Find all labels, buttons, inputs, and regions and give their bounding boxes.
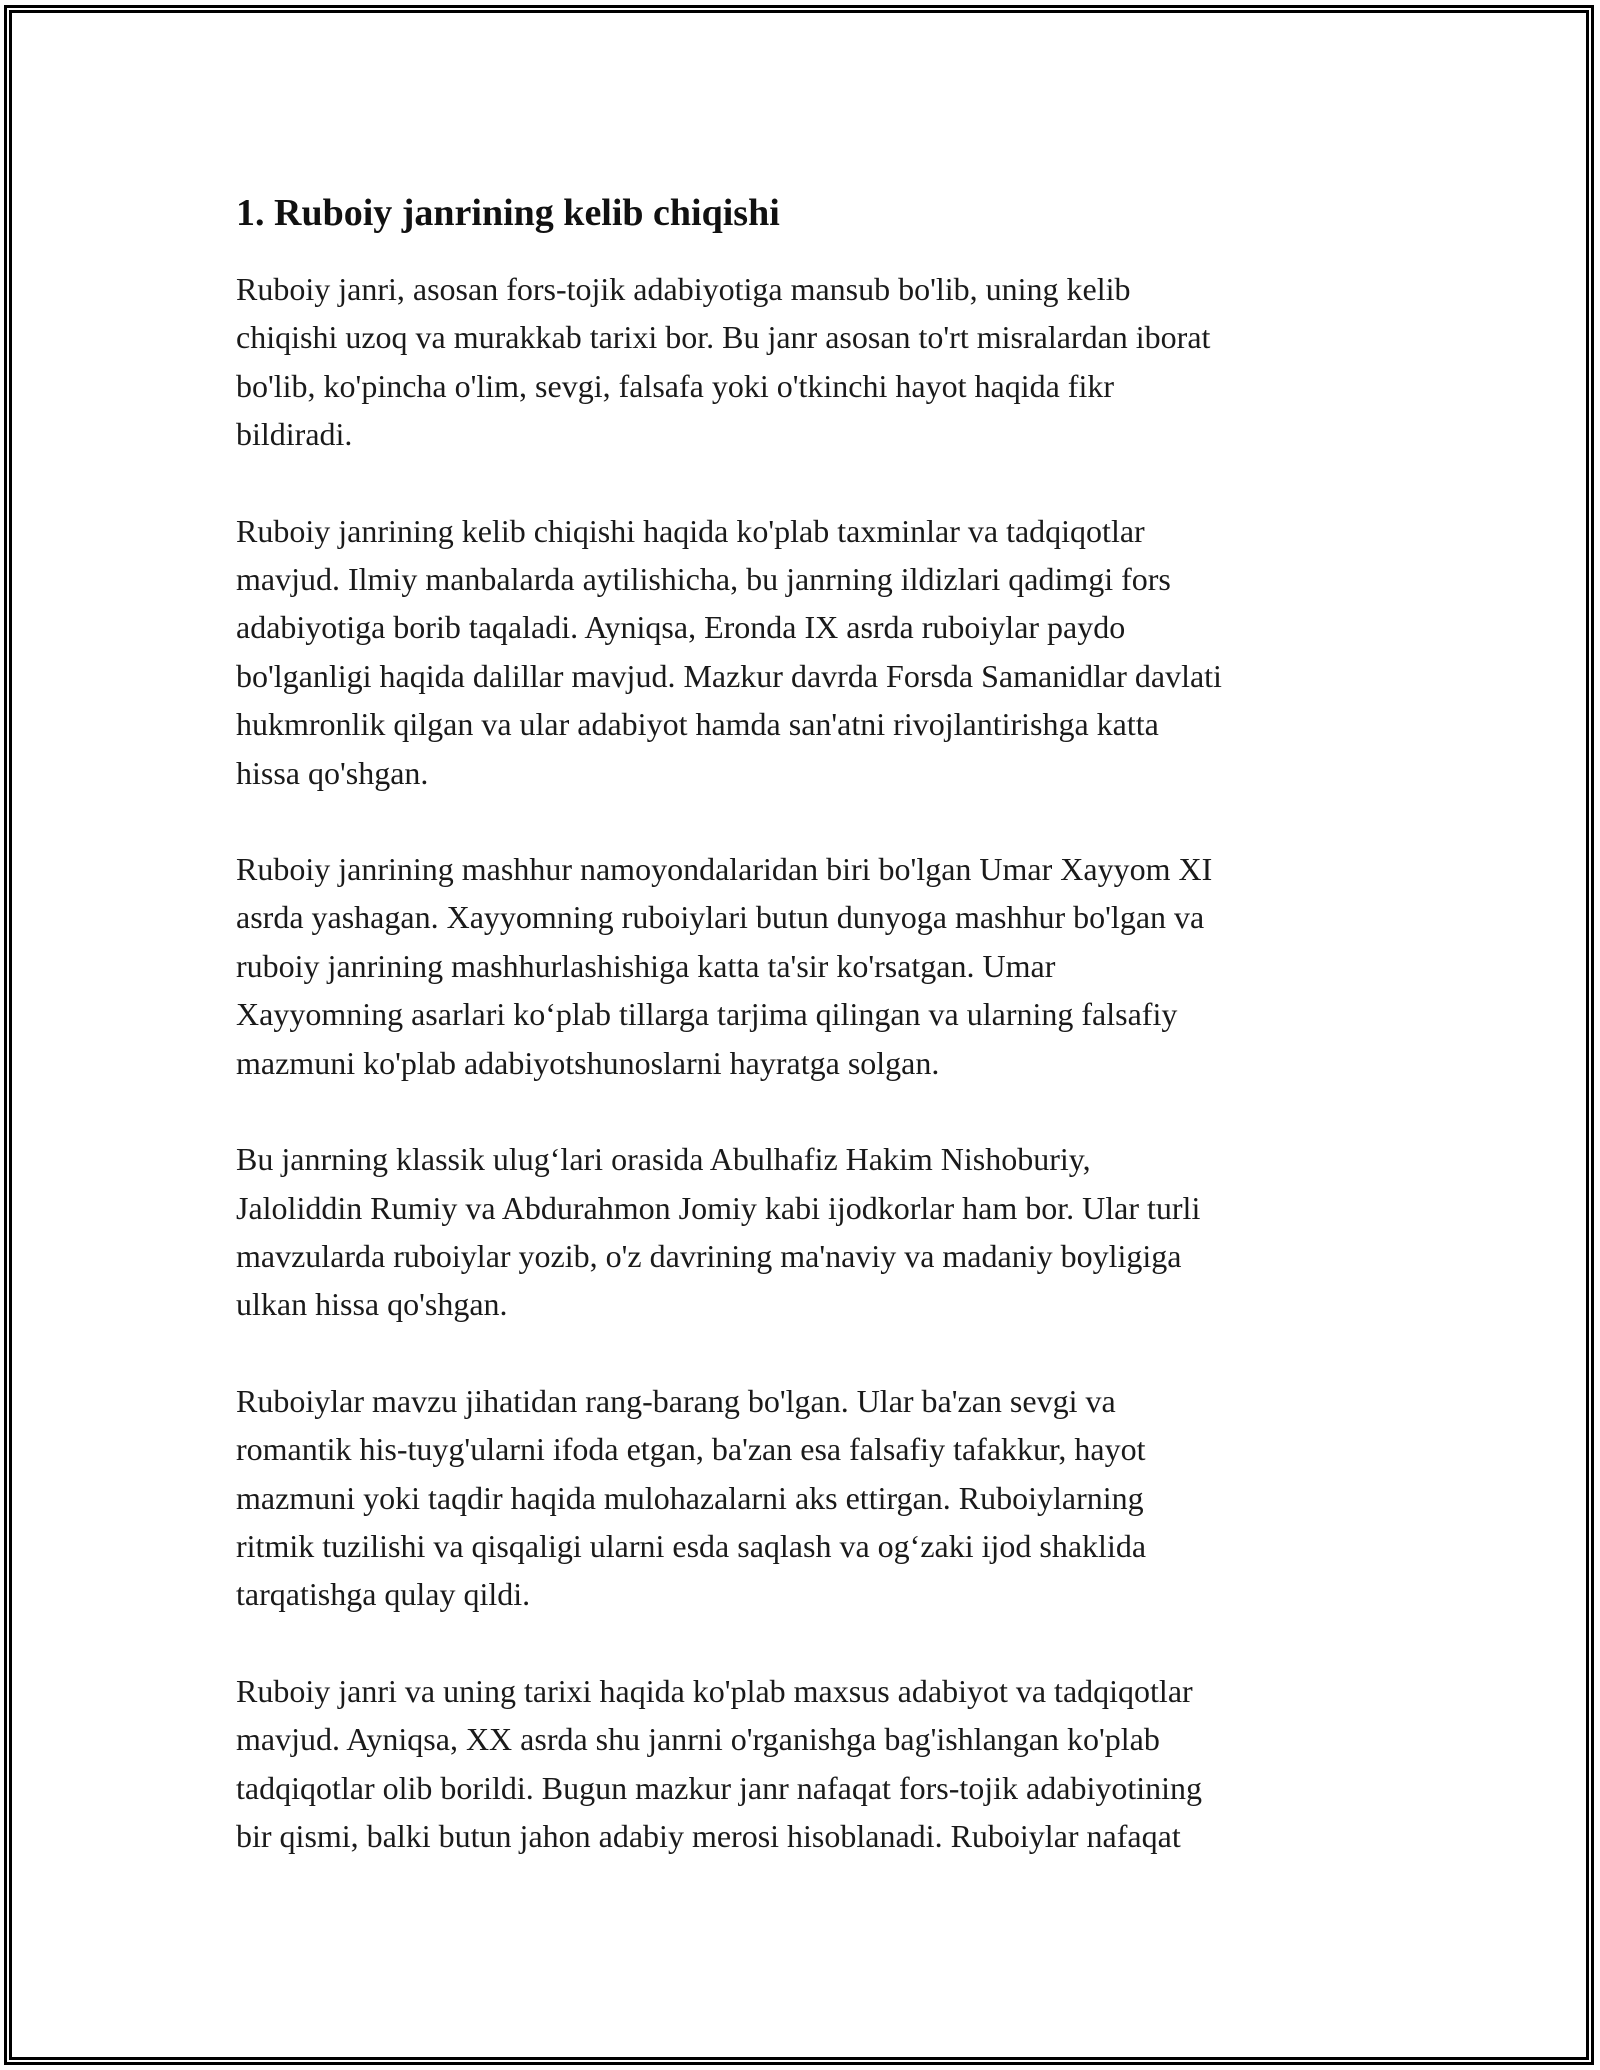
paragraph-4: Bu janrning klassik ulug‘lari orasida Abulhafiz Hakim Nishoburiy, Jaloliddin Rumiy va Abdurahmon Jomiy kabi ijodkorlar ham bor. Ular turli mavzularda ruboiylar yozib, o'z davrining ma'naviy va madaniy boyligiga ulkan hissa qo'shgan. xyxy=(236,1141,1201,1323)
paragraph-6: Ruboiy janri va uning tarixi haqida ko'plab maxsus adabiyot va tadqiqotlar mavjud. Ayniqsa, XX asrda shu janrni o'rganishga bag'ishlangan ko'plab tadqiqotlar olib borildi. Bugun mazkur janr nafaqat fors-tojik adabiyotining bir qismi, balki butun jahon adabiy merosi hisoblanadi. Ruboiylar nafaqat xyxy=(236,1672,1202,1854)
document-body xyxy=(236,183,1366,1908)
paragraph-5: Ruboiylar mavzu jihatidan rang-barang bo'lgan. Ular ba'zan sevgi va romantik his-tuyg'ularni ifoda etgan, ba'zan esa falsafiy tafakkur, hayot mazmuni yoki taqdir haqida mulohazalarni aks ettirgan. Ruboiylarning ritmik tuzilishi va qisqaligi ularni esda saqlash va og‘zaki ijod shaklida tarqatishga qulay qildi. xyxy=(236,1382,1147,1613)
paragraph-3: Ruboiy janrining mashhur namoyondalaridan biri bo'lgan Umar Xayyom XI asrda yashagan. Xayyomning ruboiylari butun dunyoga mashhur bo'lgan va ruboiy janrining mashhurlashishiga katta ta'sir ko'rsatgan. Umar Xayyomning asarlari ko‘plab tillarga tarjima qilingan va ularning falsafiy mazmuni ko'plab adabiyotshunoslarni hayratga solgan. xyxy=(236,851,1213,1081)
section-heading: 1. Ruboiy janrining kelib chiqishi xyxy=(236,192,780,234)
paragraph-1: Ruboiy janri, asosan fors-tojik adabiyotiga mansub bo'lib, uning kelib chiqishi uzoq va murakkab tarixi bor. Bu janr asosan to'rt misralardan iborat bo'lib, ko'pincha o'lim, sevgi, falsafa yoki o'tkinchi hayot haqida fikr bildiradi. xyxy=(236,271,1211,453)
paragraph-2: Ruboiy janrining kelib chiqishi haqida ko'plab taxminlar va tadqiqotlar mavjud. Ilmiy manbalarda aytilishicha, bu janrning ildizlari qadimgi fors adabiyotiga borib taqaladi. Ayniqsa, Eronda IX asrda ruboiylar paydo bo'lganligi haqida dalillar mavjud. Mazkur davrda Forsda Samanidlar davlati hukmronlik qilgan va ular adabiyot hamda san'atni rivojlantirishga katta hissa qo'shgan. xyxy=(236,512,1222,791)
